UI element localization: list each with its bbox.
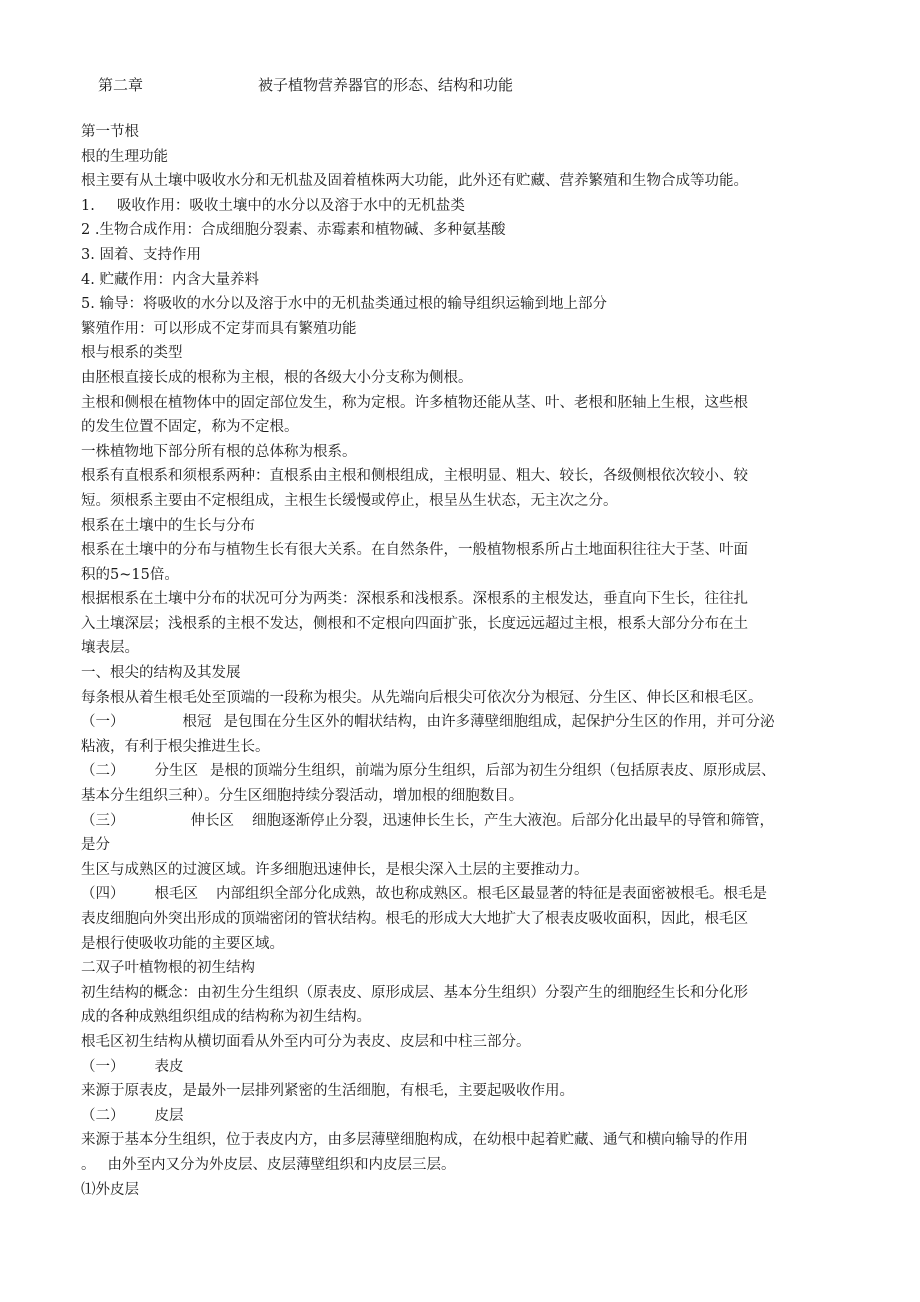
- subsection-heading: 二双子叶植物根的初生结构: [81, 960, 255, 977]
- numbered-item: （四） 根毛区 内部组织全部分化成熟，故也称成熟区。根毛区最显著的特征是表面密被根毛。根毛是: [81, 886, 767, 903]
- paragraph: 壤表层。: [81, 640, 139, 657]
- paragraph: 来源于原表皮，是最外一层排列紧密的生活细胞，有根毛，主要起吸收作用。: [81, 1083, 574, 1100]
- paragraph: 生区与成熟区的过渡区域。许多细胞迅速伸长，是根尖深入土层的主要推动力。: [81, 861, 589, 878]
- paragraph: 短。须根系主要由不定根组成，主根生长缓慢或停止，根呈丛生状态，无主次之分。: [81, 492, 618, 509]
- paragraph: 成的各种成熟组织组成的结构称为初生结构。: [81, 1009, 371, 1026]
- paragraph: 积的5~15倍。: [81, 566, 179, 583]
- term: 表皮: [154, 1058, 184, 1075]
- section-heading: 第一节根: [81, 124, 139, 140]
- term: 皮层: [154, 1107, 184, 1124]
- paragraph: 每条根从着生根毛处至顶端的一段称为根尖。从先端向后根尖可依次分为根冠、分生区、伸长区和根毛区。: [81, 689, 763, 706]
- paragraph: 是根行使吸收功能的主要区域。: [81, 935, 284, 952]
- subsection-heading: 一、根尖的结构及其发展: [81, 665, 241, 682]
- chapter-title: [98, 74, 513, 96]
- paragraph: 表皮细胞向外突出形成的顶端密闭的管状结构。根毛的形成大大地扩大了根表皮吸收面积，因此，根毛区: [81, 911, 748, 927]
- paragraph: 繁殖作用：可以形成不定芽而具有繁殖功能: [81, 320, 357, 337]
- paragraph: 根毛区初生结构从横切面看从外至内可分为表皮、皮层和中柱三部分。: [81, 1033, 531, 1050]
- numbered-heading: （一） 表皮: [81, 1058, 184, 1075]
- paragraph: 初生结构的概念：由初生分生组织（原表皮、原形成层、基本分生组织）分裂产生的细胞经生长和分化形: [81, 984, 748, 1001]
- chapter-number: 第二章: [98, 76, 144, 94]
- list-item: 3. 固着、支持作用: [81, 246, 201, 263]
- document-body: [81, 120, 851, 1202]
- paragraph: 根主要有从土壤中吸收水分和无机盐及固着植株两大功能，此外还有贮藏、营养繁殖和生物合成等功能。: [81, 173, 748, 190]
- numbered-item: （三） 伸长区 细胞逐渐停止分裂，迅速伸长生长，产生大液泡。后部分化出最早的导管和筛管，: [81, 812, 774, 829]
- subsection-heading: 根的生理功能: [81, 148, 168, 165]
- subsection-heading: 根系在土壤中的生长与分布: [81, 517, 255, 534]
- paragraph: 一株植物地下部分所有根的总体称为根系。: [81, 443, 357, 460]
- paragraph: 由胚根直接长成的根称为主根，根的各级大小分支称为侧根。: [81, 369, 473, 386]
- numbered-item: （二） 分生区 是根的顶端分生组织，前端为原分生组织，后部为初生分组织（包括原表皮、原形成层、: [81, 763, 776, 780]
- paragraph: 主根和侧根在植物体中的固定部位发生，称为定根。许多植物还能从茎、叶、老根和胚轴上生根，这些根: [81, 394, 748, 411]
- paragraph: 根系有直根系和须根系两种：直根系由主根和侧根组成，主根明显、粗大、较长，各级侧根依次较小、较: [81, 468, 748, 485]
- list-item: 1. 吸收作用：吸收土壤中的水分以及溶于水中的无机盐类: [81, 197, 465, 214]
- numbered-item: （一） 根冠 是包围在分生区外的帽状结构，由许多薄壁细胞组成，起保护分生区的作用，并可分泌: [81, 714, 775, 731]
- subsection-heading: 根与根系的类型: [81, 345, 183, 362]
- list-item: 5. 输导：将吸收的水分以及溶于水中的无机盐类通过根的输导组织运输到地上部分: [81, 296, 607, 313]
- paragraph: 根系在土壤中的分布与植物生长有很大关系。在自然条件，一般植物根系所占土地面积往往大于茎、叶面: [81, 542, 748, 559]
- term: 分生区: [154, 763, 198, 780]
- paragraph: 基本分生组织三种）。分生区细胞持续分裂活动，增加根的细胞数目。: [81, 788, 524, 805]
- paragraph: 粘液，有利于根尖推进生长。: [81, 738, 270, 755]
- chapter-heading: 被子植物营养器官的形态、结构和功能: [258, 76, 514, 94]
- term: 伸长区: [190, 812, 234, 829]
- term: 根毛区: [154, 886, 198, 903]
- paragraph: 根据根系在土壤中分布的状况可分为两类：深根系和浅根系。深根系的主根发达，垂直向下生长，往往扎: [81, 591, 748, 608]
- list-item: ⑴外皮层: [81, 1181, 139, 1198]
- paragraph: 来源于基本分生组织，位于表皮内方，由多层薄壁细胞构成，在幼根中起着贮藏、通气和横向输导的作用: [81, 1132, 748, 1149]
- paragraph: 。 由外至内又分为外皮层、皮层薄壁组织和内皮层三层。: [81, 1156, 456, 1173]
- list-item: 4. 贮藏作用：内含大量养料: [81, 271, 259, 288]
- list-item: 2 .生物合成作用：合成细胞分裂素、赤霉素和植物碱、多种氨基酸: [81, 222, 506, 239]
- paragraph: 的发生位置不固定，称为不定根。: [81, 419, 299, 436]
- paragraph: 是分: [81, 837, 110, 854]
- paragraph: 入土壤深层；浅根系的主根不发达，侧根和不定根向四面扩张，长度远远超过主根，根系大部分分布在土: [81, 615, 748, 632]
- numbered-heading: （二） 皮层: [81, 1107, 184, 1124]
- term: 根冠: [182, 714, 212, 731]
